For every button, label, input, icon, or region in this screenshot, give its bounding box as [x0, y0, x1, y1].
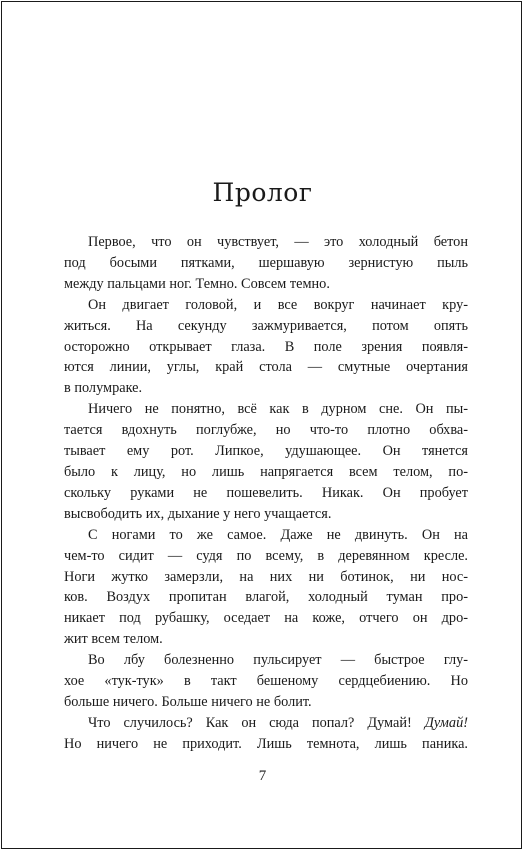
text-line: жит всем телом. [64, 631, 163, 648]
text-line: С ногами то же самое. Даже не двинуть. Он на [88, 526, 468, 543]
text-line: ются линии, углы, край стола — смутные очертания [64, 359, 468, 376]
text-line: тается вдохнуть поглубже, но что-то плотно обхва- [64, 422, 468, 439]
emphasis-text: Думай! [424, 714, 468, 731]
text-line: Во лбу болезненно пульсирует — быстрое глу- [88, 652, 468, 669]
text-line: осторожно открывает глаза. В поле зрения появля- [64, 338, 468, 355]
text-line: скольку руками не пошевелить. Никак. Он пробует [64, 484, 468, 501]
text-line: Ничего не понятно, всё как в дурном сне. Он пы- [88, 401, 468, 418]
paragraph-6 [64, 713, 468, 755]
text-line: под босыми пятками, шершавую зернистую пыль [64, 254, 468, 271]
text-line: тывает ему рот. Липкое, удушающее. Он тянется [64, 443, 468, 460]
text-line: Он двигает головой, и все вокруг начинает кру- [88, 296, 468, 313]
paragraph-3 [64, 399, 468, 524]
text-line [64, 713, 468, 734]
text-line: Но ничего не приходит. Лишь темнота, лишь паника. [64, 735, 468, 752]
text-line: чем-то сидит — судя по всему, в деревянном кресле. [64, 547, 468, 564]
paragraph-1 [64, 232, 468, 295]
text-line: в полумраке. [64, 380, 143, 397]
paragraph-4 [64, 525, 468, 650]
text-line: никает под рубашку, оседает на коже, отчего он дро- [64, 610, 468, 627]
text-line: между пальцами ног. Темно. Совсем темно. [64, 275, 330, 292]
text-line: больше ничего. Больше ничего не болит. [64, 693, 312, 710]
text-line: высвободить их, дыхание у него учащается. [64, 505, 332, 522]
text-segment: Что случилось? Как он сюда попал? Думай! [88, 714, 425, 731]
text-line: Ноги жутко замерзли, на них ни ботинок, ни нос- [64, 568, 468, 585]
chapter-title: Пролог [212, 178, 313, 207]
text-line: ков. Воздух пропитан влагой, холодный туман про- [64, 589, 468, 606]
paragraph-5 [64, 650, 468, 713]
body-text [64, 232, 468, 755]
text-line: хое «тук-тук» в такт бешеному сердцебиению. Но [64, 673, 468, 690]
page-number: 7 [258, 768, 267, 784]
text-line: житься. На секунду зажмуривается, потом опять [64, 317, 468, 334]
text-line: Первое, что он чувствует, — это холодный бетон [88, 234, 468, 250]
text-line: было к лицу, но лишь напрягается всем телом, по- [64, 463, 468, 480]
paragraph-2 [64, 295, 468, 400]
